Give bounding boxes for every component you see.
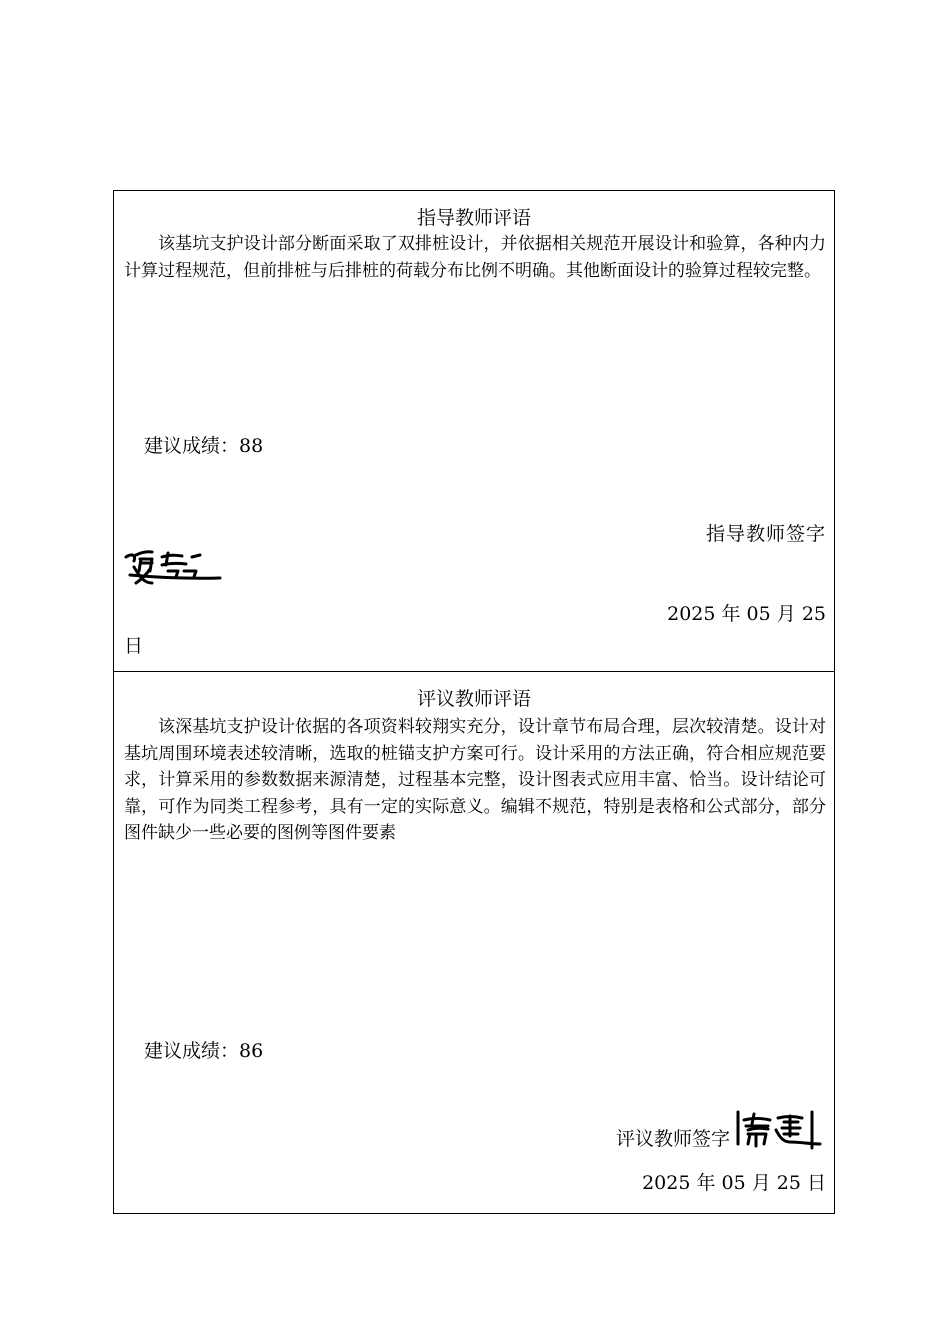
advisor-date-wrap: 日	[124, 635, 144, 657]
reviewer-title: 评议教师评语	[416, 688, 531, 710]
advisor-title: 指导教师评语	[416, 207, 531, 229]
reviewer-grade-label: 建议成绩：	[144, 1040, 240, 1062]
reviewer-grade-value: 86	[239, 1040, 264, 1062]
advisor-date: 2025 年 05 月 25	[667, 603, 826, 625]
advisor-grade-label: 建议成绩：	[144, 435, 240, 457]
advisor-grade-value: 88	[239, 435, 264, 457]
advisor-signature-image	[122, 543, 222, 589]
advisor-section	[114, 191, 834, 672]
reviewer-signature-image	[734, 1108, 826, 1150]
evaluation-form	[113, 190, 835, 1214]
advisor-comment: 该基坑支护设计部分断面采取了双排桩设计，并依据相关规范开展设计和验算，各种内力计算过程规范，但前排桩与后排桩的荷载分布比例不明确。其他断面设计的验算过程较完整。	[124, 234, 826, 281]
reviewer-section	[114, 672, 834, 1213]
advisor-signature-label: 指导教师签字	[705, 523, 826, 545]
reviewer-comment: 该深基坑支护设计依据的各项资料较翔实充分，设计章节布局合理，层次较清楚。设计对基坑周围环境表述较清晰，选取的桩锚支护方案可行。设计采用的方法正确，符合相应规范要求，计算采用的参数数据来源清楚，过程基本完整，设计图表式应用丰富、恰当。设计结论可靠，可作为同类工程参考，具有一定的实际意义。编辑不规范，特别是表格和公式部分，部分图件缺少一些必要的图例等图件要素	[124, 717, 826, 843]
advisor-grade	[144, 431, 263, 458]
reviewer-date: 2025 年 05 月 25 日	[642, 1172, 826, 1194]
reviewer-grade	[144, 1036, 263, 1063]
reviewer-signature-label: 评议教师签字	[615, 1128, 730, 1150]
